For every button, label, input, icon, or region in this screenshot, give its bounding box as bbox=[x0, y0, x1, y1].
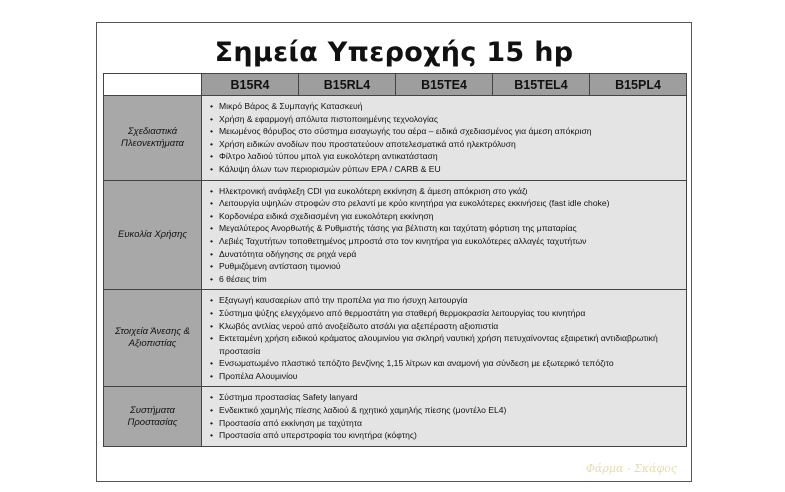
header-corner bbox=[104, 74, 202, 96]
list-item: • Σύστημα προστασίας Safety lanyard bbox=[210, 391, 680, 404]
list-item: • Προστασία από εκκίνηση με ταχύτητα bbox=[210, 417, 680, 430]
slide-title: Σημεία Υπεροχής 15 hp bbox=[214, 37, 574, 68]
list-item: • Εξαγωγή καυσαερίων από την προπέλα για πιο ήσυχη λειτουργία bbox=[210, 294, 680, 307]
section-row-ease-of-use bbox=[104, 180, 687, 290]
model-header: B15TEL4 bbox=[493, 74, 590, 96]
list-item: • Ρυθμιζόμενη αντίσταση τιμονιού bbox=[210, 260, 680, 273]
section-items bbox=[202, 180, 687, 290]
list-item: • 6 θέσεις trim bbox=[210, 273, 680, 286]
section-row-protection bbox=[104, 387, 687, 446]
list-item: • Λεβιές Ταχυτήτων τοποθετημένος μπροστά στο τον κινητήρα για ευκολότερες αλλαγές ταχυτήτων bbox=[210, 235, 680, 248]
list-item: • Μεγαλύτερος Ανορθωτής & Ρυθμιστής τάσης για βέλτιστη και ταχύτατη φόρτιση της μπαταρίας bbox=[210, 222, 680, 235]
section-category: Στοιχεία Άνεσης & Αξιοπιστίας bbox=[104, 290, 202, 387]
list-item: • Μικρό Βάρος & Συμπαγής Κατασκευή bbox=[210, 100, 680, 113]
list-item: • Κορδονιέρα ειδικά σχεδιασμένη για ευκολότερη εκκίνηση bbox=[210, 210, 680, 223]
model-header: B15R4 bbox=[202, 74, 299, 96]
list-item: • Κάλυψη όλων των περιορισμών ρύπων EPA / CARB & EU bbox=[210, 163, 680, 176]
model-header: B15PL4 bbox=[590, 74, 687, 96]
section-items bbox=[202, 290, 687, 387]
slide bbox=[96, 22, 692, 482]
list-item: • Ενσωματωμένο πλαστικό τεπόζιτο βενζίνης 1,15 λίτρων και αναμονή για σύνδεση με εξωτερικό τεπόζιτο bbox=[210, 357, 680, 370]
list-item: • Εκτεταμένη χρήση ειδικού κράματος αλουμινίου για σκληρή ναυτική χρήση πετυχαίνοντας εξαιρετική αντιδιαβρωτική προστασία bbox=[210, 332, 680, 357]
list-item: • Χρήση ειδικών ανοδίων που προστατεύουν αποτελεσματικά από ηλεκτρόλυση bbox=[210, 138, 680, 151]
section-row-design bbox=[104, 96, 687, 181]
section-category: Ευκολία Χρήσης bbox=[104, 180, 202, 290]
list-item: • Μειωμένος θόρυβος στο σύστημα εισαγωγής του αέρα – ειδικά σχεδιασμένος για άμεση απόκριση bbox=[210, 125, 680, 138]
list-item: • Λειτουργία υψηλών στροφών στο ρελαντί με κρύο κινητήρα για ευκολότερες εκκινήσεις (fast idle choke) bbox=[210, 197, 680, 210]
section-row-comfort bbox=[104, 290, 687, 387]
section-items bbox=[202, 96, 687, 181]
list-item: • Προστασία από υπερστροφία του κινητήρα (κόφτης) bbox=[210, 429, 680, 442]
features-table bbox=[103, 73, 687, 447]
list-item: • Σύστημα ψύξης ελεγχόμενο από θερμοστάτη για σταθερή θερμοκρασία λειτουργίας του κινητήρα bbox=[210, 307, 680, 320]
model-header: B15RL4 bbox=[299, 74, 396, 96]
section-items bbox=[202, 387, 687, 446]
list-item: • Δυνατότητα οδήγησης σε ρηχά νερά bbox=[210, 248, 680, 261]
section-category: Σχεδιαστικά Πλεονεκτήματα bbox=[104, 96, 202, 181]
model-header: B15TE4 bbox=[396, 74, 493, 96]
list-item: • Ενδεικτικό χαμηλής πίεσης λαδιού & ηχητικό χαμηλής πίεσης (μοντέλο EL4) bbox=[210, 404, 680, 417]
list-item: • Προπέλα Αλουμινίου bbox=[210, 370, 680, 383]
list-item: • Φίλτρο λαδιού τύπου μπολ για ευκολότερη αντικατάσταση bbox=[210, 150, 680, 163]
models-header-row bbox=[104, 74, 687, 96]
list-item: • Ηλεκτρονική ανάφλεξη CDI για ευκολότερη εκκίνηση & άμεση απόκριση στο γκάζι bbox=[210, 185, 680, 198]
section-category: Συστήματα Προστασίας bbox=[104, 387, 202, 446]
list-item: • Χρήση & εφαρμογή απόλυτα πιστοποιημένης τεχνολογίας bbox=[210, 113, 680, 126]
list-item: • Κλωβός αντλίας νερού από ανοξείδωτο ατσάλι για αξεπέραστη αξιοπιστία bbox=[210, 320, 680, 333]
watermark: Φάρμα - Σκάφος bbox=[585, 462, 677, 475]
